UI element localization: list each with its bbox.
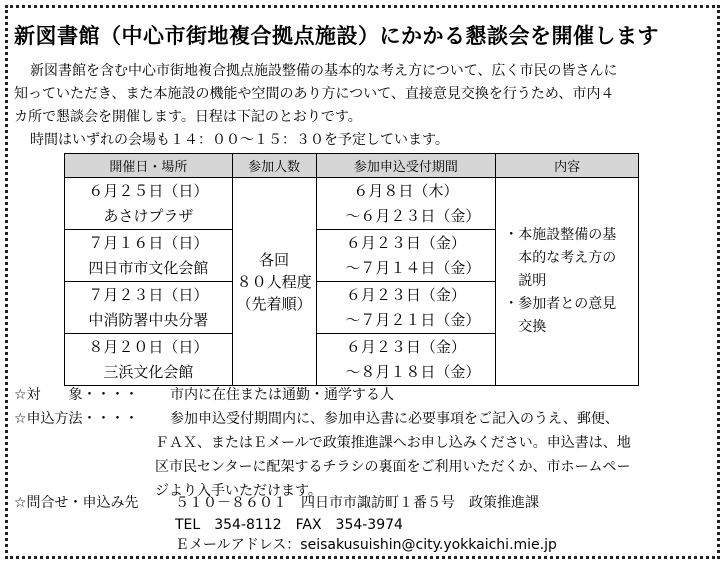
intro-line-3: カ所で懇談会を開催します。日程は下記のとおりです。 [14, 109, 362, 125]
period-from: ６月２３日（金） [345, 233, 466, 252]
contact-phone: TEL 354-8112 FAX 354-3974 [175, 517, 403, 533]
count-line-2: ８０人程度 [236, 272, 312, 291]
period-cell [316, 282, 496, 334]
period-to: ～７月２１日（金） [345, 310, 481, 329]
date-place-cell [65, 334, 233, 386]
count-cell [232, 178, 316, 386]
schedule-table [64, 153, 639, 386]
method-line-3: 区市民センターに配架するチラシの裏面をご利用いただくか、市ホームペー [155, 459, 631, 475]
date-place-cell [65, 178, 233, 230]
method-line-2: ＦＡＸ、またはＥメールで政策推進課へお申し込みください。申込書は、地 [155, 435, 631, 451]
event-date: ７月１６日（日） [88, 233, 209, 252]
contact-address: ５１０－８６０１ 四日市市諏訪町１番５号 政策推進課 [175, 495, 539, 511]
period-to: ～８月１８日（金） [345, 362, 481, 381]
event-place: あさけプラザ [103, 206, 194, 225]
content-item-2a: 参加者との意見 [518, 296, 617, 312]
bullet: ・ [504, 227, 519, 243]
event-place: 四日市市文化会館 [88, 258, 209, 277]
period-from: ６月８日（木） [353, 181, 459, 200]
event-date: ７月２３日（日） [88, 285, 209, 304]
period-from: ６月２３日（金） [345, 337, 466, 356]
header-count: 参加人数 [232, 154, 316, 178]
table-header-row [65, 154, 639, 178]
period-cell [316, 334, 496, 386]
content-cell [496, 178, 639, 386]
date-place-cell [65, 282, 233, 334]
intro-line-1: 新図書館を含む中心市街地複合拠点施設整備の基本的な考え方について、広く市民の皆さんに [30, 63, 618, 79]
target-label: ☆対 象・・・・ [14, 387, 139, 403]
method-label: ☆申込方法・・・・ [14, 411, 139, 427]
method-line-4: ジより入手いただけます。 [155, 483, 322, 499]
table-row [65, 178, 639, 230]
content-item-1b: 本的な考え方の [518, 250, 617, 266]
target-text: 市内に在住または通勤・通学する人 [170, 387, 394, 403]
date-place-cell [65, 230, 233, 282]
content-item-2b: 交換 [518, 319, 547, 335]
event-date: ６月２５日（日） [88, 181, 209, 200]
event-place: 三浜文化会館 [103, 362, 194, 381]
header-period: 参加申込受付期間 [316, 154, 496, 178]
count-line-3: （先着順） [236, 294, 312, 313]
header-date-place: 開催日・場所 [65, 154, 233, 178]
contact-email: Ｅメールアドレス：seisakusuishin@city.yokkaichi.mie.jp [175, 537, 557, 553]
bullet: ・ [504, 296, 519, 312]
header-content: 内容 [496, 154, 639, 178]
event-date: ８月２０日（日） [88, 337, 209, 356]
contact-label: ☆問合せ・申込み先 [14, 495, 139, 511]
page-title: 新図書館（中心市街地複合拠点施設）にかかる懇談会を開催します [14, 24, 659, 48]
event-place: 中消防署中央分署 [88, 310, 209, 329]
method-line-1: 参加申込受付期間内に、参加申込書に必要事項をご記入のうえ、郵便、 [170, 411, 619, 427]
intro-line-4: 時間はいずれの会場も１４：００～１５：３０を予定しています。 [30, 132, 449, 148]
period-to: ～６月２３日（金） [345, 206, 481, 225]
period-from: ６月２３日（金） [345, 285, 466, 304]
period-cell [316, 178, 496, 230]
intro-line-2: 知っていただき、また本施設の機能や空間のあり方について、直接意見交換を行うため、市内４ [14, 86, 615, 102]
period-to: ～７月１４日（金） [345, 258, 481, 277]
content-item-1a: 本施設整備の基 [518, 227, 617, 243]
content-item-1c: 説明 [518, 273, 547, 289]
count-line-1: 各回 [259, 250, 290, 269]
period-cell [316, 230, 496, 282]
